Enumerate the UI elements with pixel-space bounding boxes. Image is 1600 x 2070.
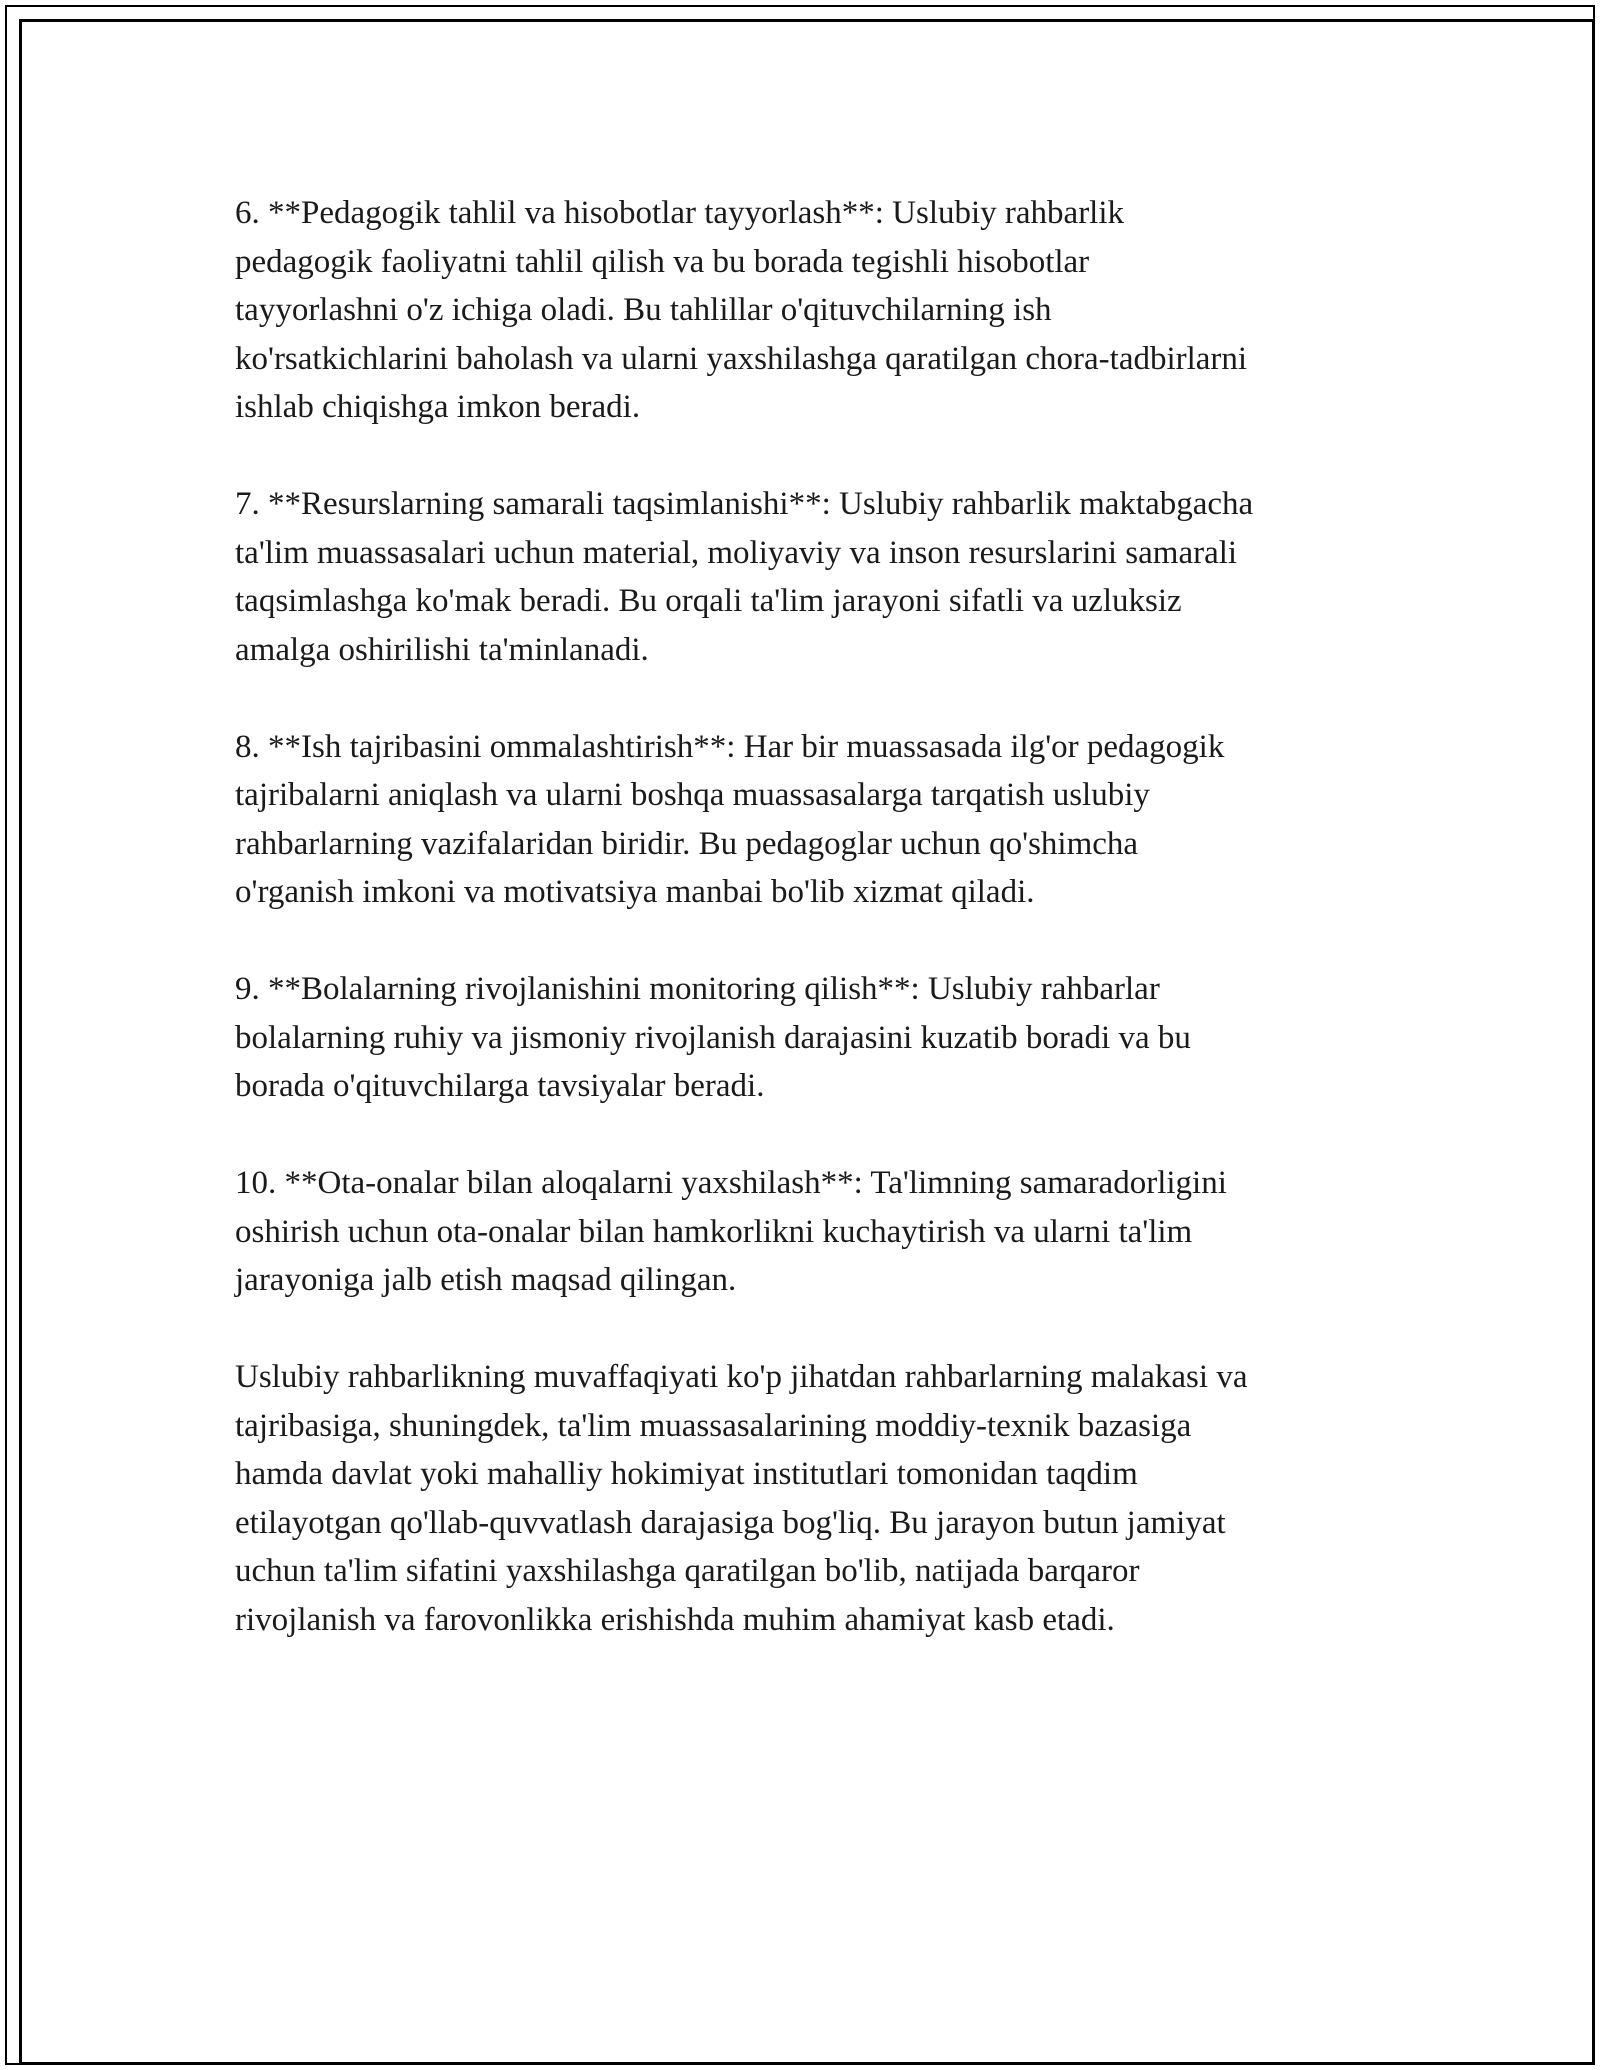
paragraph-item-9: [235, 965, 1385, 1111]
text-line: pedagogik faoliyatni tahlil qilish va bu borada tegishli hisobotlar: [235, 243, 1090, 280]
text-line: etilayotgan qo'llab-quvvatlash darajasiga bog'liq. Bu jarayon butun jamiyat: [235, 1504, 1226, 1541]
text-line: Uslubiy rahbarlikning muvaffaqiyati ko'p jihatdan rahbarlarning malakasi va: [235, 1359, 1248, 1395]
text-line: ishlab chiqishga imkon beradi.: [235, 389, 641, 425]
paragraph-item-8: [235, 723, 1385, 917]
text-line: 10. **Ota-onalar bilan aloqalarni yaxshilash**: Ta'limning samaradorligini: [235, 1165, 1227, 1201]
paragraph-item-6: [235, 189, 1385, 432]
text-line: 7. **Resurslarning samarali taqsimlanishi**: Uslubiy rahbarlik maktabgacha: [235, 486, 1254, 522]
paragraph-item-10: [235, 1159, 1385, 1305]
paragraph-item-7: [235, 480, 1385, 674]
text-line: jarayoniga jalb etish maqsad qilingan.: [235, 1262, 737, 1298]
text-line: oshirish uchun ota-onalar bilan hamkorlikni kuchaytirish va ularni ta'lim: [235, 1213, 1193, 1250]
text-line: 6. **Pedagogik tahlil va hisobotlar tayyorlash**: Uslubiy rahbarlik: [235, 195, 1125, 231]
text-line: taqsimlashga ko'mak beradi. Bu orqali ta'lim jarayoni sifatli va uzluksiz: [235, 583, 1182, 619]
text-line: tayyorlashni o'z ichiga oladi. Bu tahlillar o'qituvchilarning ish: [235, 292, 1052, 328]
text-line: ta'lim muassasalari uchun material, moliyaviy va inson resurslarini samarali: [235, 534, 1238, 571]
text-line: 9. **Bolalarning rivojlanishini monitoring qilish**: Uslubiy rahbarlar: [235, 971, 1160, 1007]
text-line: bolalarning ruhiy va jismoniy rivojlanish darajasini kuzatib boradi va bu: [235, 1019, 1191, 1056]
text-line: rahbarlarning vazifalaridan biridir. Bu pedagoglar uchun qo'shimcha: [235, 825, 1139, 862]
text-line: ko'rsatkichlarini baholash va ularni yaxshilashga qaratilgan chora-tadbirlarni: [235, 340, 1248, 377]
text-line: borada o'qituvchilarga tavsiyalar beradi.: [235, 1068, 765, 1104]
text-line: rivojlanish va farovonlikka erishishda muhim ahamiyat kasb etadi.: [235, 1601, 1115, 1638]
text-line: hamda davlat yoki mahalliy hokimiyat institutlari tomonidan taqdim: [235, 1456, 1138, 1492]
text-line: tajribalarni aniqlash va ularni boshqa muassasalarga tarqatish uslubiy: [235, 777, 1150, 813]
text-line: tajribasiga, shuningdek, ta'lim muassasalarining moddiy-texnik bazasiga: [235, 1407, 1192, 1444]
text-line: o'rganish imkoni va motivatsiya manbai bo'lib xizmat qiladi.: [235, 874, 1035, 910]
document-body: [235, 189, 1385, 1693]
text-line: uchun ta'lim sifatini yaxshilashga qaratilgan bo'lib, natijada barqaror: [235, 1553, 1140, 1589]
text-line: 8. **Ish tajribasini ommalashtirish**: Har bir muassasada ilg'or pedagogik: [235, 728, 1225, 765]
paragraph-conclusion: [235, 1353, 1385, 1644]
text-line: amalga oshirilishi ta'minlanadi.: [235, 631, 649, 668]
